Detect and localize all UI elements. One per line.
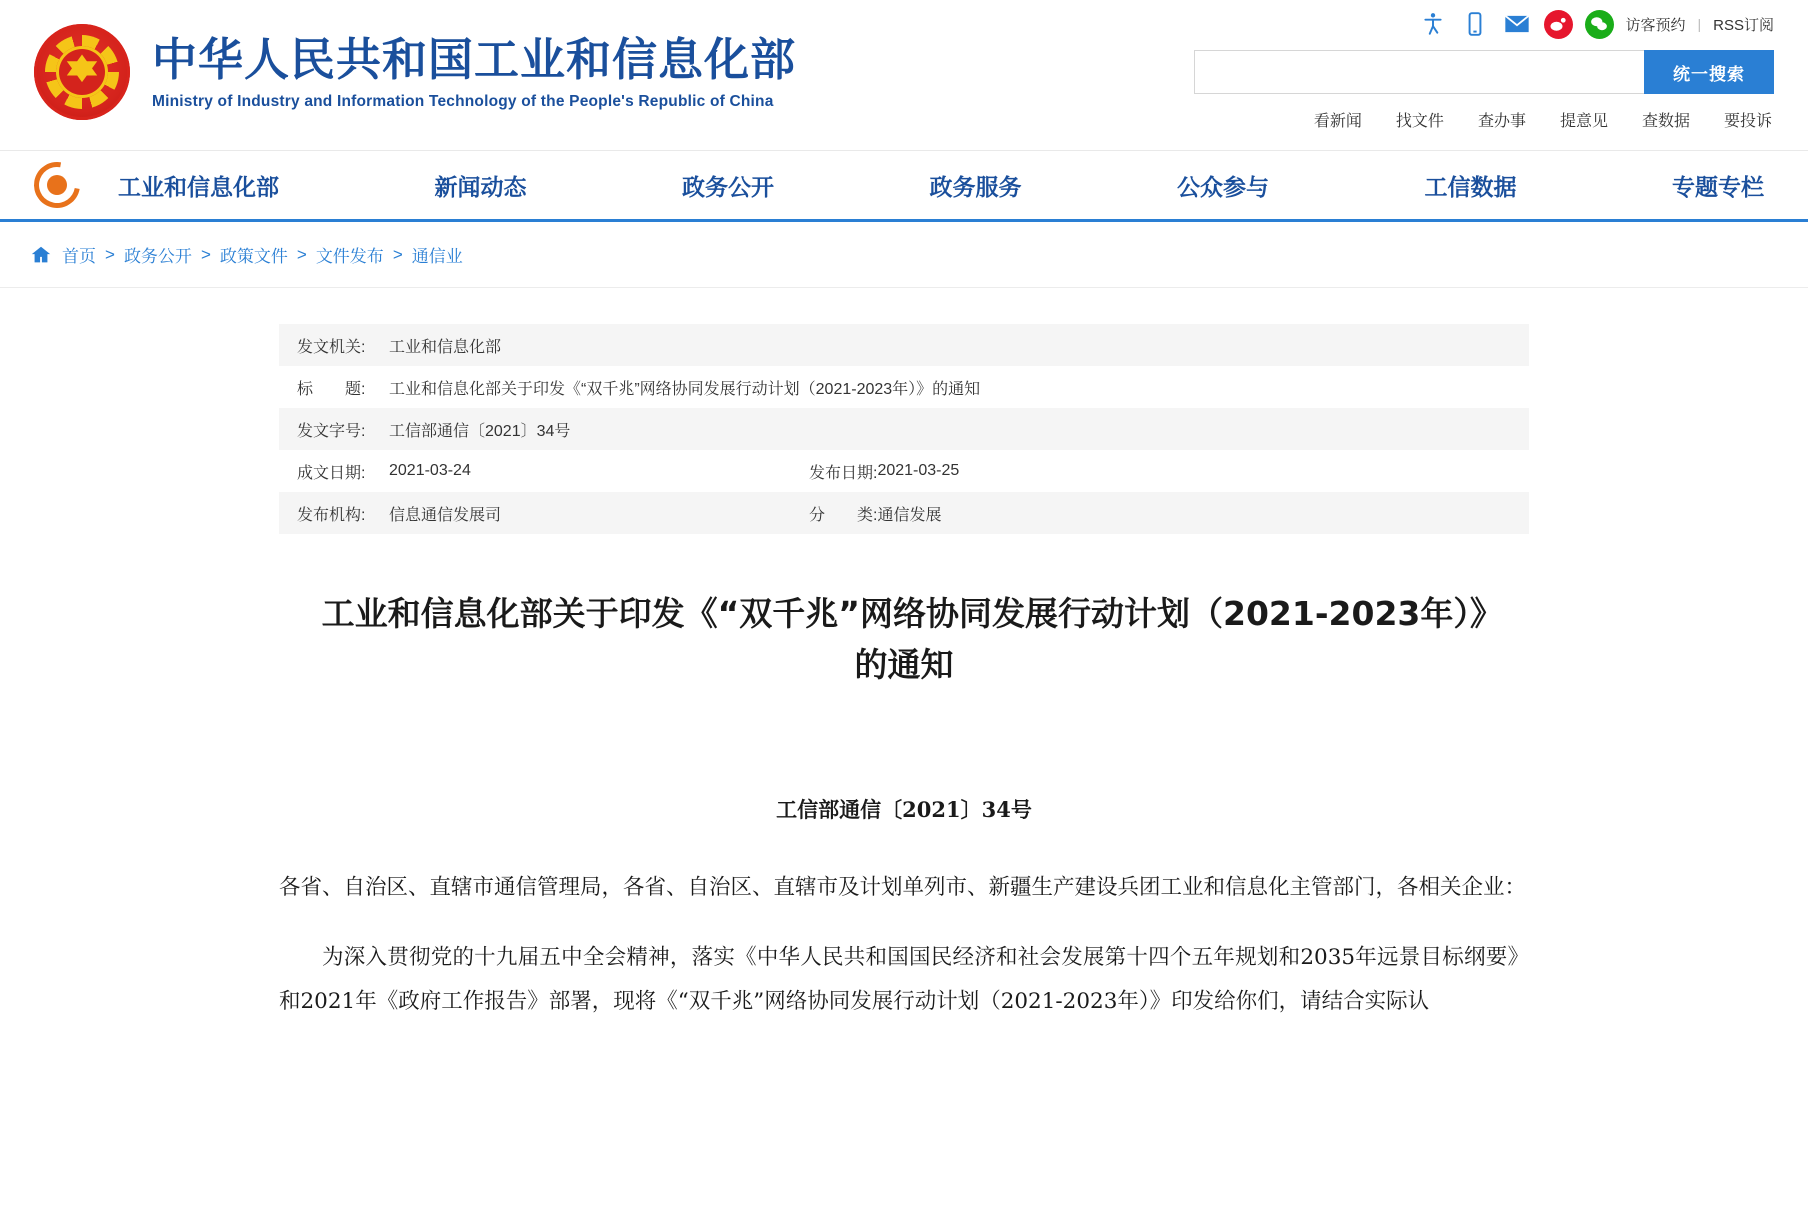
quick-link-documents[interactable]: 找文件 <box>1395 113 1444 130</box>
nav-item-news[interactable]: 新闻动态 <box>434 174 527 201</box>
breadcrumb-item-policy-documents[interactable]: 政策文件 <box>219 247 288 266</box>
nav-item-special-columns[interactable]: 专题专栏 <box>1672 174 1764 201</box>
page-title: 工业和信息化部关于印发《“双千兆”网络协同发展行动计划（2021-2023年）》的通知 <box>321 594 1487 685</box>
meta-value-publish-date: 2021-03-25 <box>877 450 1529 492</box>
utility-bar <box>1194 0 1774 42</box>
breadcrumb-item-disclosure[interactable]: 政务公开 <box>123 247 192 266</box>
nav-item-government-services[interactable]: 政务服务 <box>929 174 1022 201</box>
meta-value-title: 工业和信息化部关于印发《“双千兆”网络协同发展行动计划（2021-2023年）》的通知 <box>389 366 1529 408</box>
weibo-icon[interactable] <box>1544 10 1573 39</box>
meta-value-draft-date: 2021-03-24 <box>389 450 719 492</box>
meta-label-publishing-body: 发布机构: <box>279 492 389 534</box>
meta-label-document-number: 发文字号: <box>279 408 389 450</box>
visitor-appointment-link[interactable]: 访客预约 <box>1625 16 1686 34</box>
document-container <box>279 288 1529 1024</box>
meta-value-document-number: 工信部通信〔2021〕34号 <box>389 408 1529 450</box>
quick-links <box>1194 108 1774 131</box>
document-paragraph-1: 为深入贯彻党的十九届五中全会精神，落实《中华人民共和国国民经济和社会发展第十四个五年规划和2035年远景目标纲要》和2021年《政府工作报告》部署，现将《“双千兆”网络协同发展行动计划（2021-2023年）》印发给你们，请结合实际认 <box>279 945 1529 1015</box>
breadcrumb-separator: > <box>296 244 307 264</box>
table-row <box>279 492 1529 534</box>
table-row <box>279 324 1529 366</box>
breadcrumb-separator: > <box>105 244 115 264</box>
quick-link-complaint[interactable]: 要投诉 <box>1723 113 1772 130</box>
nav-item-ministry[interactable]: 工业和信息化部 <box>118 174 279 201</box>
unified-search-button[interactable]: 统一搜索 <box>1644 50 1774 94</box>
miit-logo-icon[interactable] <box>34 162 80 208</box>
search-bar <box>1194 50 1774 94</box>
site-brand[interactable] <box>34 24 796 120</box>
mail-icon[interactable] <box>1502 9 1532 39</box>
meta-label-issuing-agency: 发文机关: <box>279 324 389 366</box>
meta-value-category: 通信发展 <box>877 492 1529 534</box>
meta-value-issuing-agency: 工业和信息化部 <box>389 324 1529 366</box>
breadcrumb <box>62 242 463 267</box>
home-icon[interactable] <box>30 244 52 266</box>
brand-title-en: Ministry of Industry and Information Technology of the People's Republic of China <box>152 93 774 111</box>
nav-item-public-participation[interactable]: 公众参与 <box>1177 174 1269 201</box>
wechat-icon[interactable] <box>1585 10 1614 39</box>
breadcrumb-bar <box>0 222 1808 288</box>
document-salutation: 各省、自治区、直辖市通信管理局，各省、自治区、直辖市及计划单列市、新疆生产建设兵团工业和信息化主管部门，各相关企业： <box>279 875 1527 901</box>
brand-text <box>152 33 796 111</box>
meta-label-title: 标 题: <box>279 366 389 408</box>
national-emblem-icon <box>34 24 130 120</box>
meta-label-draft-date: 成文日期: <box>279 450 389 492</box>
quick-link-news[interactable]: 看新闻 <box>1313 113 1362 130</box>
accessibility-icon[interactable] <box>1418 9 1448 39</box>
rss-link[interactable]: RSS订阅 <box>1713 16 1774 34</box>
main-navigation <box>0 150 1808 222</box>
nav-item-government-disclosure[interactable]: 政务公开 <box>682 174 774 201</box>
table-row <box>279 408 1529 450</box>
table-row <box>279 366 1529 408</box>
header-right <box>1194 0 1774 131</box>
quick-link-services[interactable]: 查办事 <box>1477 113 1526 130</box>
breadcrumb-item-telecom[interactable]: 通信业 <box>411 247 463 266</box>
site-header <box>0 0 1808 150</box>
meta-label-publish-date: 发布日期: <box>719 450 877 492</box>
breadcrumb-item-document-release[interactable]: 文件发布 <box>315 247 384 266</box>
brand-title-cn: 中华人民共和国工业和信息化部 <box>152 32 797 86</box>
search-input[interactable] <box>1194 50 1644 94</box>
breadcrumb-separator: > <box>200 244 211 264</box>
utility-separator: | <box>1697 16 1702 32</box>
breadcrumb-separator: > <box>392 244 403 264</box>
meta-label-category: 分 类: <box>719 492 877 534</box>
document-metadata-table <box>279 324 1529 534</box>
quick-link-data[interactable]: 查数据 <box>1641 113 1690 130</box>
nav-items <box>118 169 1774 202</box>
table-row <box>279 450 1529 492</box>
document-number: 工信部通信〔2021〕34号 <box>776 797 1032 823</box>
meta-value-publishing-body: 信息通信发展司 <box>389 492 719 534</box>
nav-item-industry-data[interactable]: 工信数据 <box>1424 174 1517 201</box>
quick-link-feedback[interactable]: 提意见 <box>1559 113 1608 130</box>
mobile-icon[interactable] <box>1460 9 1490 39</box>
breadcrumb-item-home[interactable]: 首页 <box>62 247 96 266</box>
